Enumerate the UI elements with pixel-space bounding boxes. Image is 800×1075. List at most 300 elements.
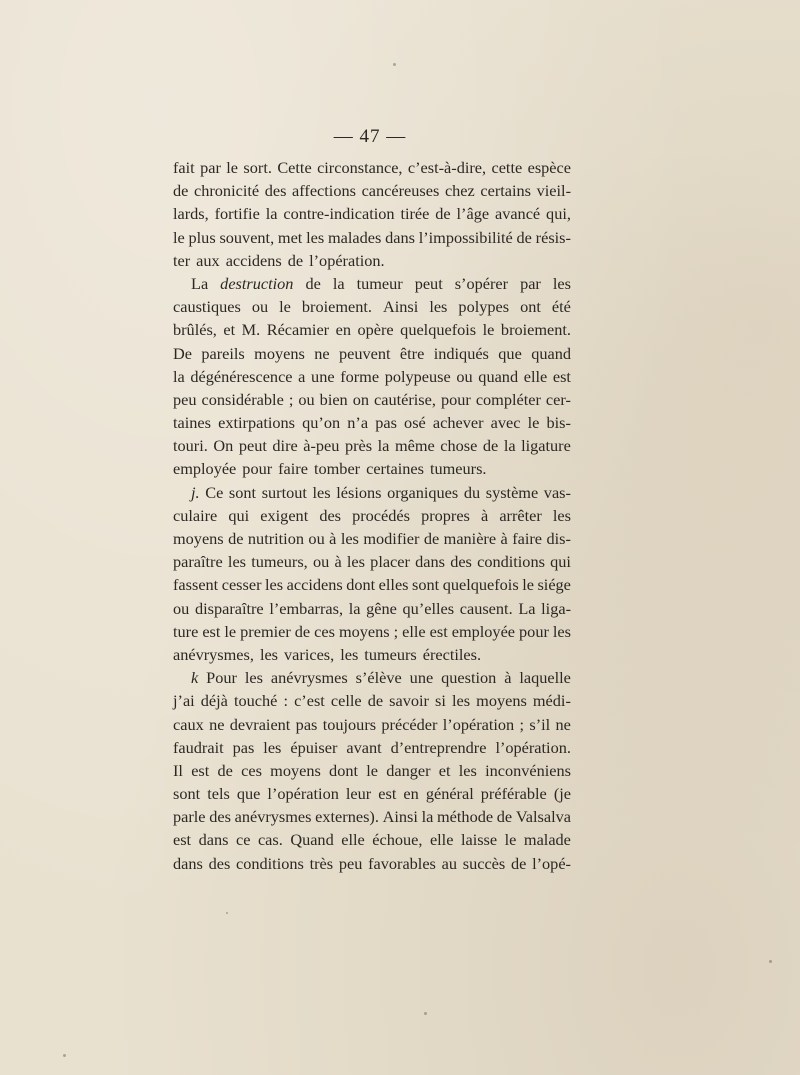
word: on [352, 389, 369, 409]
word: k [191, 668, 199, 688]
word: conditions [477, 552, 545, 572]
word: avec [490, 413, 521, 433]
word: faire [512, 529, 543, 548]
word: peut [414, 273, 443, 293]
word: touché [233, 691, 278, 711]
word: cautérise, [374, 389, 436, 409]
word: les [451, 691, 471, 711]
word: s’opérer [454, 273, 509, 293]
word: de [173, 181, 189, 201]
word: le [226, 158, 239, 177]
text-line [173, 179, 571, 202]
text-line [173, 272, 571, 295]
word: le [279, 297, 291, 317]
word: tumeurs, [251, 552, 308, 572]
word: les [340, 529, 359, 548]
word: accidens [225, 250, 282, 270]
text-line [173, 736, 571, 759]
word: général [425, 784, 474, 804]
word: médi- [532, 691, 571, 711]
word: leur [345, 784, 372, 804]
word: ou [312, 552, 330, 572]
word: opère [357, 320, 394, 340]
word: les [306, 227, 325, 247]
text-line [173, 249, 571, 272]
word: favorables [368, 853, 436, 873]
word: dans [173, 853, 203, 873]
word: ture [173, 621, 199, 641]
word: anévrysmes, [173, 644, 254, 664]
word: les [227, 552, 247, 572]
word: pas [232, 737, 255, 757]
word: chronicité [194, 181, 260, 201]
word: qui [228, 505, 250, 525]
word: aux [196, 250, 220, 270]
word: les [259, 644, 279, 664]
word: Quand [290, 830, 334, 850]
word: les [312, 482, 331, 502]
text-line [173, 713, 571, 736]
text-line [173, 852, 571, 875]
word: tumeur [356, 273, 403, 293]
word: et [438, 760, 451, 780]
word: gêne [366, 598, 397, 618]
text-line [173, 759, 571, 782]
word: parle [173, 807, 206, 827]
word: la [332, 273, 345, 293]
word: qu’on [302, 413, 341, 433]
word: qui [550, 552, 571, 572]
word: de [228, 529, 244, 548]
word: de [294, 621, 311, 641]
word: cesser [221, 575, 262, 595]
word: Pour [206, 668, 237, 688]
paper-speck [393, 63, 396, 66]
word: s’il [529, 714, 551, 734]
word: le [366, 760, 378, 780]
word: On [213, 436, 234, 456]
word: lards, [173, 204, 209, 224]
text-line [173, 411, 571, 434]
word: modifier [363, 529, 420, 548]
word: de [287, 250, 304, 270]
word: près [344, 436, 373, 456]
word: érectiles. [422, 644, 482, 664]
text-line [173, 226, 571, 249]
word: Récamier [266, 320, 330, 340]
word: l’opération. [309, 250, 385, 270]
word: échoue, [372, 830, 423, 850]
word: caux [173, 714, 204, 734]
word: ou [308, 529, 325, 548]
word: La [518, 598, 536, 618]
word: sont [228, 482, 257, 502]
word: (je [553, 784, 571, 804]
word: La [191, 273, 209, 293]
word: ter [173, 250, 191, 270]
word: et [223, 320, 236, 340]
word: moyens [173, 529, 224, 548]
word: ne [209, 714, 225, 734]
text-line [173, 666, 571, 689]
text-line [173, 457, 571, 480]
word: dégénérescence [190, 366, 293, 386]
word: les [458, 760, 477, 780]
word: sort. [243, 158, 272, 177]
word: à-peu [303, 436, 340, 456]
word: j. [191, 482, 200, 502]
word: elle [402, 621, 426, 641]
word: Il [173, 760, 183, 780]
word: procédés [352, 505, 410, 525]
word: fassent [173, 575, 219, 595]
word: broiement. [301, 297, 372, 317]
word: d’entreprendre [390, 737, 487, 757]
word: préférable [480, 784, 547, 804]
word: taines [173, 413, 211, 433]
word: les [244, 668, 263, 688]
word: résis- [535, 227, 571, 247]
page-number: — 47 — [333, 126, 407, 147]
word: les [263, 737, 282, 757]
word: des [208, 853, 231, 873]
word: met [277, 227, 303, 247]
word: elles [378, 575, 409, 595]
word: j’ai [173, 691, 195, 711]
word: causent. [459, 598, 513, 618]
word: est [429, 621, 448, 641]
word: au [441, 853, 458, 873]
word: succès [462, 853, 506, 873]
word: dont [346, 575, 376, 595]
word: celle [330, 691, 362, 711]
word: indiqués [433, 343, 489, 363]
word: précéder [381, 714, 438, 734]
word: s’élève [355, 668, 402, 688]
word: des [209, 807, 231, 827]
word: peu [338, 853, 363, 873]
word: des [450, 552, 472, 572]
word: à [480, 505, 489, 525]
word: le [504, 830, 517, 850]
word: pour [242, 459, 273, 479]
word: pour [440, 389, 471, 409]
word: chez [444, 181, 475, 201]
word: le [173, 227, 185, 247]
word: broiement. [500, 320, 571, 340]
word: des [319, 505, 342, 525]
word: est [173, 830, 192, 850]
word: si [435, 691, 446, 711]
word: arrêter [499, 505, 542, 525]
word: inconvéniens [485, 760, 571, 780]
word: cer- [545, 389, 571, 409]
word: très [309, 853, 334, 873]
word: quelquefois [442, 575, 519, 595]
word: à [504, 668, 512, 688]
word: tumeurs [364, 644, 417, 664]
word: est [378, 784, 397, 804]
word: question [441, 668, 497, 688]
word: que [236, 784, 261, 804]
word: fait [173, 158, 195, 177]
word: la [265, 204, 278, 224]
word: extirpations [218, 413, 295, 433]
word: la [173, 366, 185, 386]
word: dire [272, 436, 298, 456]
word: être [399, 343, 425, 363]
text-line [173, 550, 571, 573]
word: moyens [270, 760, 321, 780]
word: organiques [387, 482, 459, 502]
word: l’opération [267, 784, 339, 804]
word: exigent [260, 505, 309, 525]
word: de [217, 760, 233, 780]
word: placer [370, 552, 410, 572]
word: employée [173, 459, 237, 479]
word: certains [480, 181, 532, 201]
text-line [173, 573, 571, 596]
word: elle [341, 830, 365, 850]
text-line [173, 782, 571, 805]
body-text [173, 156, 571, 875]
word: sont [173, 784, 201, 804]
word: pareils [201, 343, 245, 363]
paper-speck [63, 1054, 66, 1057]
word: premier [240, 621, 291, 641]
word: le [224, 621, 237, 641]
word: épuiser [290, 737, 338, 757]
word: ou [456, 366, 473, 386]
text-line [173, 527, 571, 550]
word: propres [421, 505, 470, 525]
word: culaire [173, 505, 218, 525]
text-line [173, 365, 571, 388]
word: l’impossibilité [418, 227, 513, 247]
word: de [435, 204, 451, 224]
word: les [552, 273, 571, 293]
word: savoir [389, 691, 429, 711]
word: plus [188, 227, 216, 247]
word: malades [327, 227, 382, 247]
word: peu [173, 389, 197, 409]
word: est [191, 760, 210, 780]
word: bis- [546, 413, 571, 433]
word: en [403, 784, 419, 804]
word: peuvent [338, 343, 391, 363]
word: pas [295, 714, 318, 734]
word: la [377, 436, 390, 456]
word: avancé [494, 204, 541, 224]
word: fortifie [214, 204, 260, 224]
text-line [173, 202, 571, 225]
paper-speck [226, 912, 228, 914]
text-line [173, 828, 571, 851]
word: pour [519, 621, 549, 641]
word: siége [537, 575, 571, 595]
word: les [346, 552, 365, 572]
word: pas [375, 413, 397, 433]
text-line [173, 481, 571, 504]
word: les [265, 575, 284, 595]
text-line [173, 295, 571, 318]
word: espèce [527, 158, 571, 177]
word: ces [314, 621, 335, 641]
word: qui, [546, 204, 571, 224]
word: ligature [521, 436, 571, 456]
word: n’a [347, 413, 369, 433]
word: laquelle [519, 668, 571, 688]
word: est [202, 621, 221, 641]
word: avant [346, 737, 382, 757]
word: anévrysmes [234, 807, 312, 827]
word: touri. [173, 436, 208, 456]
word: contre-indication [283, 204, 395, 224]
word: par [520, 273, 541, 293]
word: varices, [284, 644, 335, 664]
word: toujours [322, 714, 377, 734]
word: c’est [294, 691, 325, 711]
word: les [340, 644, 359, 664]
word: les [552, 505, 571, 525]
word: la [503, 436, 516, 456]
word: : [283, 691, 288, 711]
word: est [552, 366, 571, 386]
word: dans [385, 227, 415, 247]
word: employée [451, 621, 516, 641]
word: la [421, 807, 434, 827]
word: conditions [236, 853, 304, 873]
word: quand [478, 366, 519, 386]
word: le [482, 320, 495, 340]
word: paraître [173, 552, 223, 572]
word: méthode [437, 807, 494, 827]
word: moyens [476, 691, 527, 711]
word: la [348, 598, 361, 618]
word: de [367, 691, 384, 711]
word: certaines [366, 459, 424, 479]
word: vas- [543, 482, 571, 502]
word: à [329, 529, 337, 548]
word: polypes [458, 297, 510, 317]
word: liga- [541, 598, 571, 618]
word: forme [340, 366, 380, 386]
word: faire [278, 459, 308, 479]
word: ou [251, 297, 269, 317]
word: nutrition [247, 529, 304, 548]
word: souvent, [219, 227, 275, 247]
word: dans [415, 552, 445, 572]
word: elle [523, 366, 548, 386]
text-line [173, 620, 571, 643]
word: de [516, 227, 532, 247]
word: De [173, 343, 192, 363]
word: circonstance, [317, 158, 403, 177]
word: ne [314, 343, 330, 363]
word: vieil- [536, 181, 571, 201]
word: moyens [338, 621, 390, 641]
word: les [429, 297, 448, 317]
word: ou [298, 389, 315, 409]
text-line [173, 805, 571, 828]
word: de [305, 273, 321, 293]
word: par [200, 158, 221, 177]
text-line [173, 342, 571, 365]
word: en [335, 320, 351, 340]
word: déjà [200, 691, 228, 711]
word: polypeuse [384, 366, 451, 386]
word: système [485, 482, 539, 502]
paper-speck [769, 960, 772, 963]
word: faudrait [173, 737, 224, 757]
word: tirée [400, 204, 430, 224]
word: l’opé- [532, 853, 571, 873]
word: compléter [475, 389, 541, 409]
word: lésions [336, 482, 382, 502]
word: ne [555, 714, 571, 734]
word: laisse [460, 830, 498, 850]
word: Cette [277, 158, 312, 177]
text-line [173, 388, 571, 411]
word: cette [491, 158, 523, 177]
word: ont [520, 297, 541, 317]
word: disparaître [194, 598, 264, 618]
word: qu’elles [402, 598, 455, 618]
word: a [298, 366, 306, 386]
word: anévrysmes [270, 668, 348, 688]
word: que [498, 343, 522, 363]
text-line [173, 156, 571, 179]
word: affections [292, 181, 356, 201]
word: Valsalva [515, 807, 571, 827]
word: devraient [229, 714, 291, 734]
word: danger [386, 760, 431, 780]
word: ces [241, 760, 262, 780]
word: le [522, 575, 534, 595]
word: c’est-à-dire, [407, 158, 487, 177]
word: l’opération. [495, 737, 571, 757]
word: l’âge [456, 204, 490, 224]
word: tels [207, 784, 230, 804]
word: ou [173, 598, 190, 618]
word: tomber [313, 459, 361, 479]
word: chose [440, 436, 478, 456]
word: sont [412, 575, 440, 595]
word: des [264, 181, 287, 201]
word: une [311, 366, 335, 386]
word: même [394, 436, 435, 456]
text-line [173, 643, 571, 666]
text-line [173, 597, 571, 620]
text-line [173, 318, 571, 341]
word: de [423, 529, 440, 548]
word: ce [235, 830, 251, 850]
word: l’opération [442, 714, 515, 734]
word: elle [429, 830, 454, 850]
word: le [527, 413, 540, 433]
word: de [482, 436, 499, 456]
word: cancéreuses [361, 181, 440, 201]
word: ; [288, 389, 294, 409]
word: à [334, 552, 342, 572]
word: manière [443, 529, 497, 548]
word: ; [519, 714, 525, 734]
word: destruction [220, 273, 294, 293]
word: les [552, 621, 571, 641]
word: ; [393, 621, 399, 641]
word: quelquefois [400, 320, 477, 340]
word: l’embarras, [269, 598, 344, 618]
